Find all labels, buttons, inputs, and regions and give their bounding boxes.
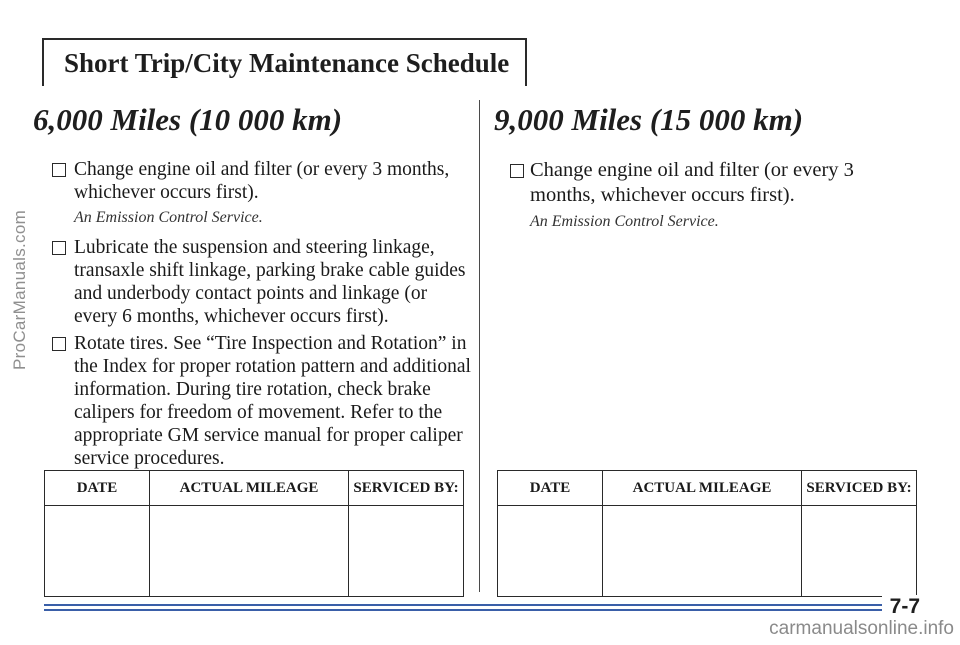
- actual-mileage-cell[interactable]: [150, 506, 349, 597]
- checklist-item-text: Rotate tires. See “Tire Inspection and Rotation” in the Index for proper rotation pattern and additional information. During tire rotation, check brake calipers for freedom of movement. Refer to the appropriate GM service manual for proper caliper service procedures.: [74, 333, 471, 469]
- serviced-by-header: SERVICED BY:: [802, 471, 917, 506]
- date-cell[interactable]: [45, 506, 150, 597]
- page-title: Short Trip/City Maintenance Schedule: [64, 47, 510, 78]
- checkbox-icon[interactable]: [52, 241, 66, 255]
- date-header: DATE: [45, 471, 150, 506]
- emission-note: An Emission Control Service.: [530, 213, 719, 230]
- section-title-box: [42, 38, 527, 86]
- checklist-item-text: Lubricate the suspension and steering linkage, transaxle shift linkage, parking brake cable guides and underbody contact points and linkage (or every 6 months, whichever occurs first).: [74, 237, 466, 327]
- checklist-item-text: Change engine oil and filter (or every 3 months, whichever occurs first).: [530, 159, 854, 206]
- right-column: [494, 100, 924, 240]
- footer-rule-line: [44, 609, 920, 611]
- emission-note: An Emission Control Service.: [74, 209, 263, 226]
- page-number: 7-7: [882, 595, 924, 619]
- checklist-item: [494, 158, 924, 208]
- serviced-by-cell[interactable]: [802, 506, 917, 597]
- checkbox-icon[interactable]: [52, 337, 66, 351]
- watermark: ProCarManuals.com: [10, 209, 29, 371]
- table-row: [45, 506, 464, 597]
- date-header: DATE: [498, 471, 603, 506]
- table-header-row: [498, 471, 917, 506]
- mileage-heading-6000: 6,000 Miles (10 000 km): [33, 102, 343, 137]
- checklist-item-text: Change engine oil and filter (or every 3 months, whichever occurs first).: [74, 159, 450, 203]
- checklist-item: [32, 158, 472, 204]
- left-column: [32, 100, 472, 474]
- actual-mileage-header: ACTUAL MILEAGE: [150, 471, 349, 506]
- checklist-item: [32, 332, 472, 470]
- checkbox-icon[interactable]: [52, 163, 66, 177]
- footer-rule: [44, 604, 920, 612]
- checkbox-icon[interactable]: [510, 164, 524, 178]
- checklist-item: [32, 236, 472, 328]
- footer-rule-line: [44, 604, 920, 606]
- service-log-table-right: [497, 470, 917, 597]
- mileage-heading-9000: 9,000 Miles (15 000 km): [494, 102, 804, 137]
- column-divider: [479, 100, 480, 592]
- footer-url: carmanualsonline.info: [769, 618, 954, 639]
- actual-mileage-cell[interactable]: [603, 506, 802, 597]
- table-row: [498, 506, 917, 597]
- table-header-row: [45, 471, 464, 506]
- date-cell[interactable]: [498, 506, 603, 597]
- actual-mileage-header: ACTUAL MILEAGE: [603, 471, 802, 506]
- serviced-by-header: SERVICED BY:: [349, 471, 464, 506]
- service-log-table-left: [44, 470, 464, 597]
- serviced-by-cell[interactable]: [349, 506, 464, 597]
